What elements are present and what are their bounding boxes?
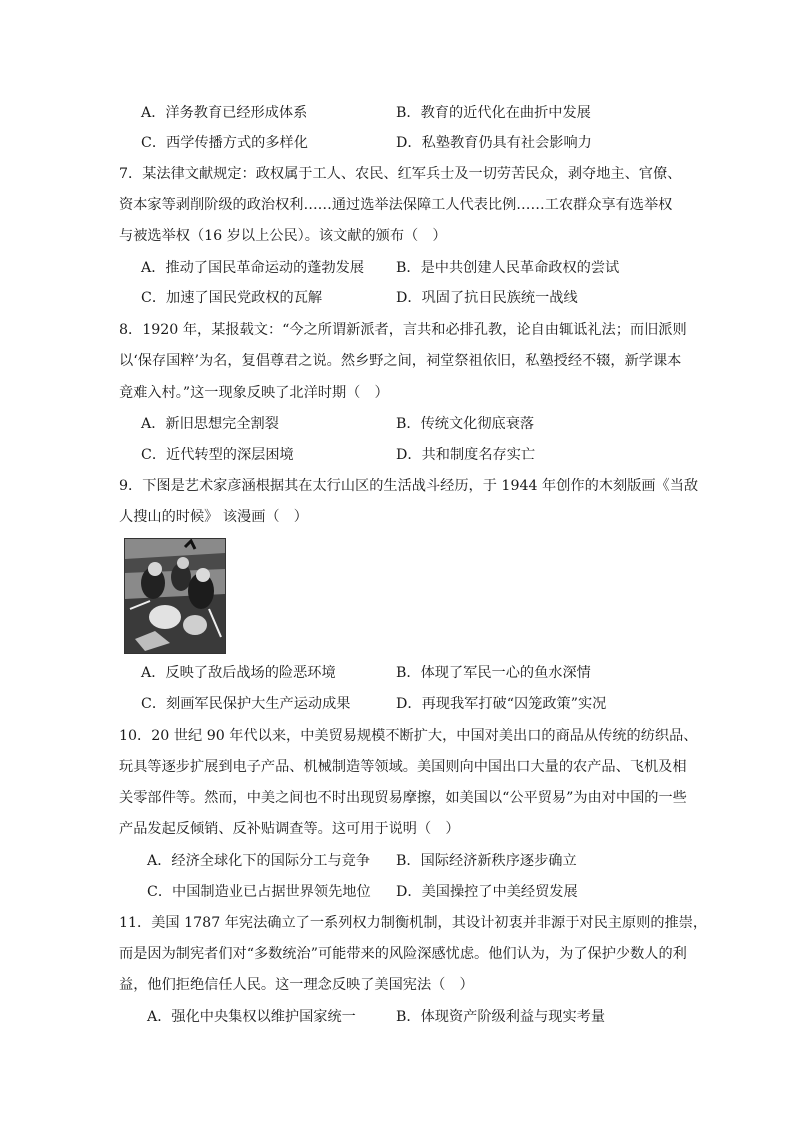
q8-stem-line: 竟难入村。”这一现象反映了北洋时期（ ）: [119, 385, 389, 401]
q10-stem-line: 10．20 世纪 90 年代以来，中美贸易规模不断扩大，中国对美出口的商品从传统的纺织品、: [119, 728, 698, 744]
q9-option-a[interactable]: A．反映了敌后战场的险恶环境: [141, 665, 336, 681]
q8-stem-line: 以‘保存国粹’为名，复倡尊君之说。然乡野之间，祠堂祭祖依旧，私塾授经不辍，新学课本: [119, 353, 682, 369]
q7-option-d[interactable]: D．巩固了抗日民族统一战线: [396, 290, 578, 306]
q7-stem-line: 资本家等剥削阶级的政治权利……通过选举法保障工人代表比例……工农群众享有选举权: [119, 197, 673, 213]
q10-stem-line: 产品发起反倾销、反补贴调查等。这可用于说明（ ）: [119, 821, 460, 837]
q11-stem-line: 益，他们拒绝信任人民。这一理念反映了美国宪法（ ）: [119, 977, 474, 993]
q6-option-a[interactable]: A．洋务教育已经形成体系: [141, 105, 308, 121]
q11-option-a[interactable]: A．强化中央集权以维护国家统一: [147, 1009, 356, 1025]
q7-option-c[interactable]: C．加速了国民党政权的瓦解: [141, 290, 323, 306]
q8-option-c[interactable]: C．近代转型的深层困境: [141, 447, 294, 463]
q8-option-a[interactable]: A．新旧思想完全割裂: [141, 416, 279, 432]
q8-stem-line: 8．1920 年，某报载文：“今之所谓新派者，言共和必排孔教，论自由辄诋礼法；而旧派则: [119, 322, 687, 338]
q9-stem-line: 人搜山的时候》 该漫画（ ）: [119, 509, 308, 525]
q10-stem-line: 关零部件等。然而，中美之间也不时出现贸易摩擦，如美国以“公平贸易”为由对中国的一些: [119, 790, 687, 806]
q9-option-d[interactable]: D．再现我军打破“囚笼政策”实况: [396, 696, 607, 712]
q10-option-b[interactable]: B．国际经济新秩序逐步确立: [396, 853, 577, 869]
q11-stem-line: 而是因为制宪者们对“多数统治”可能带来的风险深感忧虑。他们认为，为了保护少数人的利: [119, 946, 687, 962]
q9-stem-line: 9．下图是艺术家彦涵根据其在太行山区的生活战斗经历，于 1944 年创作的木刻版画《当敌: [119, 478, 699, 494]
q8-option-b[interactable]: B．传统文化彻底衰落: [396, 416, 535, 432]
q10-option-c[interactable]: C．中国制造业已占据世界领先地位: [147, 884, 371, 900]
q9-option-c[interactable]: C．刻画军民保护大生产运动成果: [141, 696, 351, 712]
q10-stem-line: 玩具等逐步扩展到电子产品、机械制造等领域。美国则向中国出口大量的农产品、飞机及相: [119, 759, 687, 775]
q6-option-d[interactable]: D．私塾教育仍具有社会影响力: [396, 135, 592, 151]
q10-option-a[interactable]: A．经济全球化下的国际分工与竞争: [147, 853, 371, 869]
q6-option-c[interactable]: C．西学传播方式的多样化: [141, 135, 308, 151]
q10-option-d[interactable]: D．美国操控了中美经贸发展: [396, 884, 578, 900]
q11-option-b[interactable]: B．体现资产阶级利益与现实考量: [396, 1009, 606, 1025]
q8-option-d[interactable]: D．共和制度名存实亡: [396, 447, 536, 463]
q11-stem-line: 11．美国 1787 年宪法确立了一系列权力制衡机制，其设计初衷并非源于对民主原则的推崇，: [119, 915, 708, 931]
q6-option-b[interactable]: B．教育的近代化在曲折中发展: [396, 105, 591, 121]
woodcut-image: [124, 538, 226, 654]
q7-stem-line: 与被选举权（16 岁以上公民）。该文献的颁布（ ）: [119, 228, 447, 244]
q7-option-b[interactable]: B．是中共创建人民革命政权的尝试: [396, 260, 620, 276]
q7-stem-line: 7．某法律文献规定：政权属于工人、农民、红军兵士及一切劳苦民众，剥夺地主、官僚、: [119, 166, 682, 182]
q9-option-b[interactable]: B．体现了军民一心的鱼水深情: [396, 665, 591, 681]
q7-option-a[interactable]: A．推动了国民革命运动的蓬勃发展: [141, 260, 365, 276]
